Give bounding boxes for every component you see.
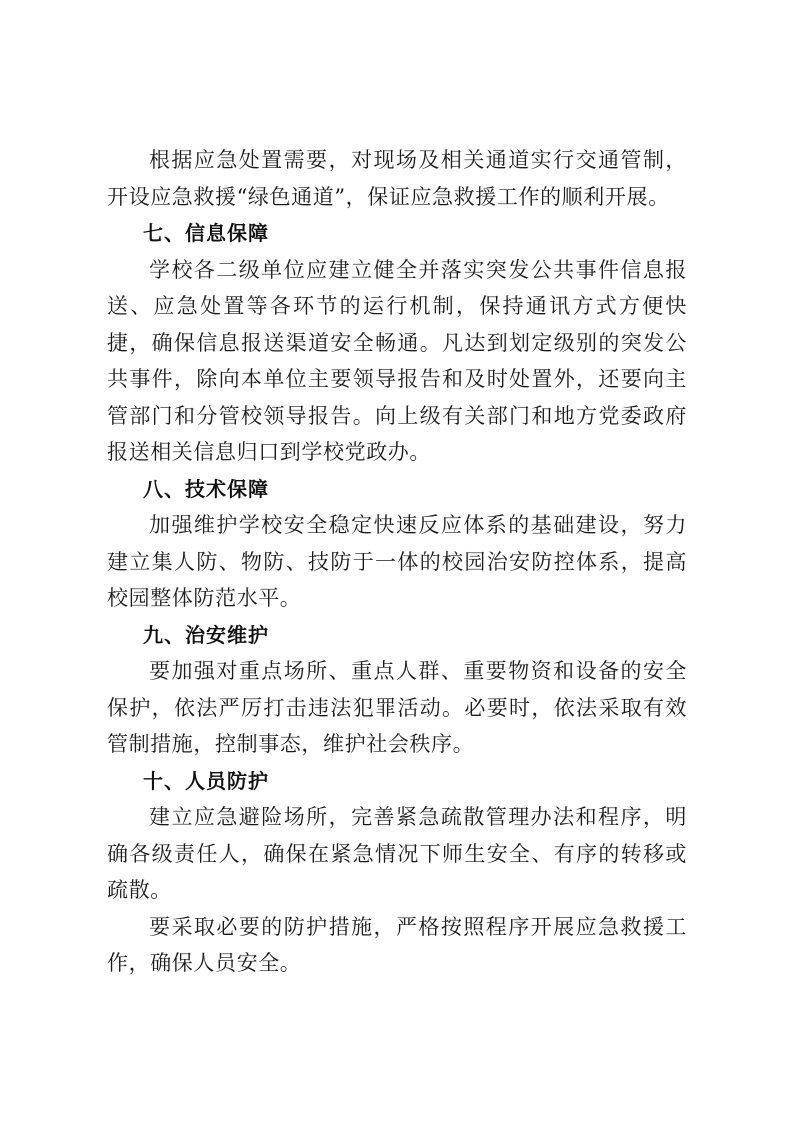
paragraph-technical-guarantee: 加强维护学校安全稳定快速反应体系的基础建设，努力建立集人防、物防、技防于一体的校园治安防控体系，提高校园整体防范水平。 — [107, 513, 687, 610]
paragraph-protective-measures: 要采取必要的防护措施，严格按照程序开展应急救援工作，确保人员安全。 — [107, 914, 687, 975]
heading-public-security: 九、治安维护 — [143, 622, 269, 647]
heading-information-guarantee: 七、信息保障 — [143, 221, 269, 245]
document-body — [107, 142, 687, 982]
heading-personnel-protection: 十、人员防护 — [143, 768, 269, 793]
paragraph-traffic-control: 根据应急处置需要，对现场及相关通道实行交通管制，开设应急救援“绿色通道”，保证应急救援工作的顺利开展。 — [107, 148, 687, 209]
paragraph-public-security: 要加强对重点场所、重点人群、重要物资和设备的安全保护，依法严厉打击违法犯罪活动。必要时，依法采取有效管制措施，控制事态，维护社会秩序。 — [107, 659, 687, 756]
heading-technical-guarantee: 八、技术保障 — [143, 476, 269, 501]
paragraph-evacuation: 建立应急避险场所，完善紧急疏散管理办法和程序，明确各级责任人，确保在紧急情况下师生安全、有序的转移或疏散。 — [107, 805, 687, 902]
paragraph-information-guarantee: 学校各二级单位应建立健全并落实突发公共事件信息报送、应急处置等各环节的运行机制，保持通讯方式方便快捷，确保信息报送渠道安全畅通。凡达到划定级别的突发公共事件，除向本单位主要领导报告和及时处置外，还要向主管部门和分管校领导报告。向上级有关部门和地方党委政府报送相关信息归口到学校党政办。 — [107, 257, 687, 464]
